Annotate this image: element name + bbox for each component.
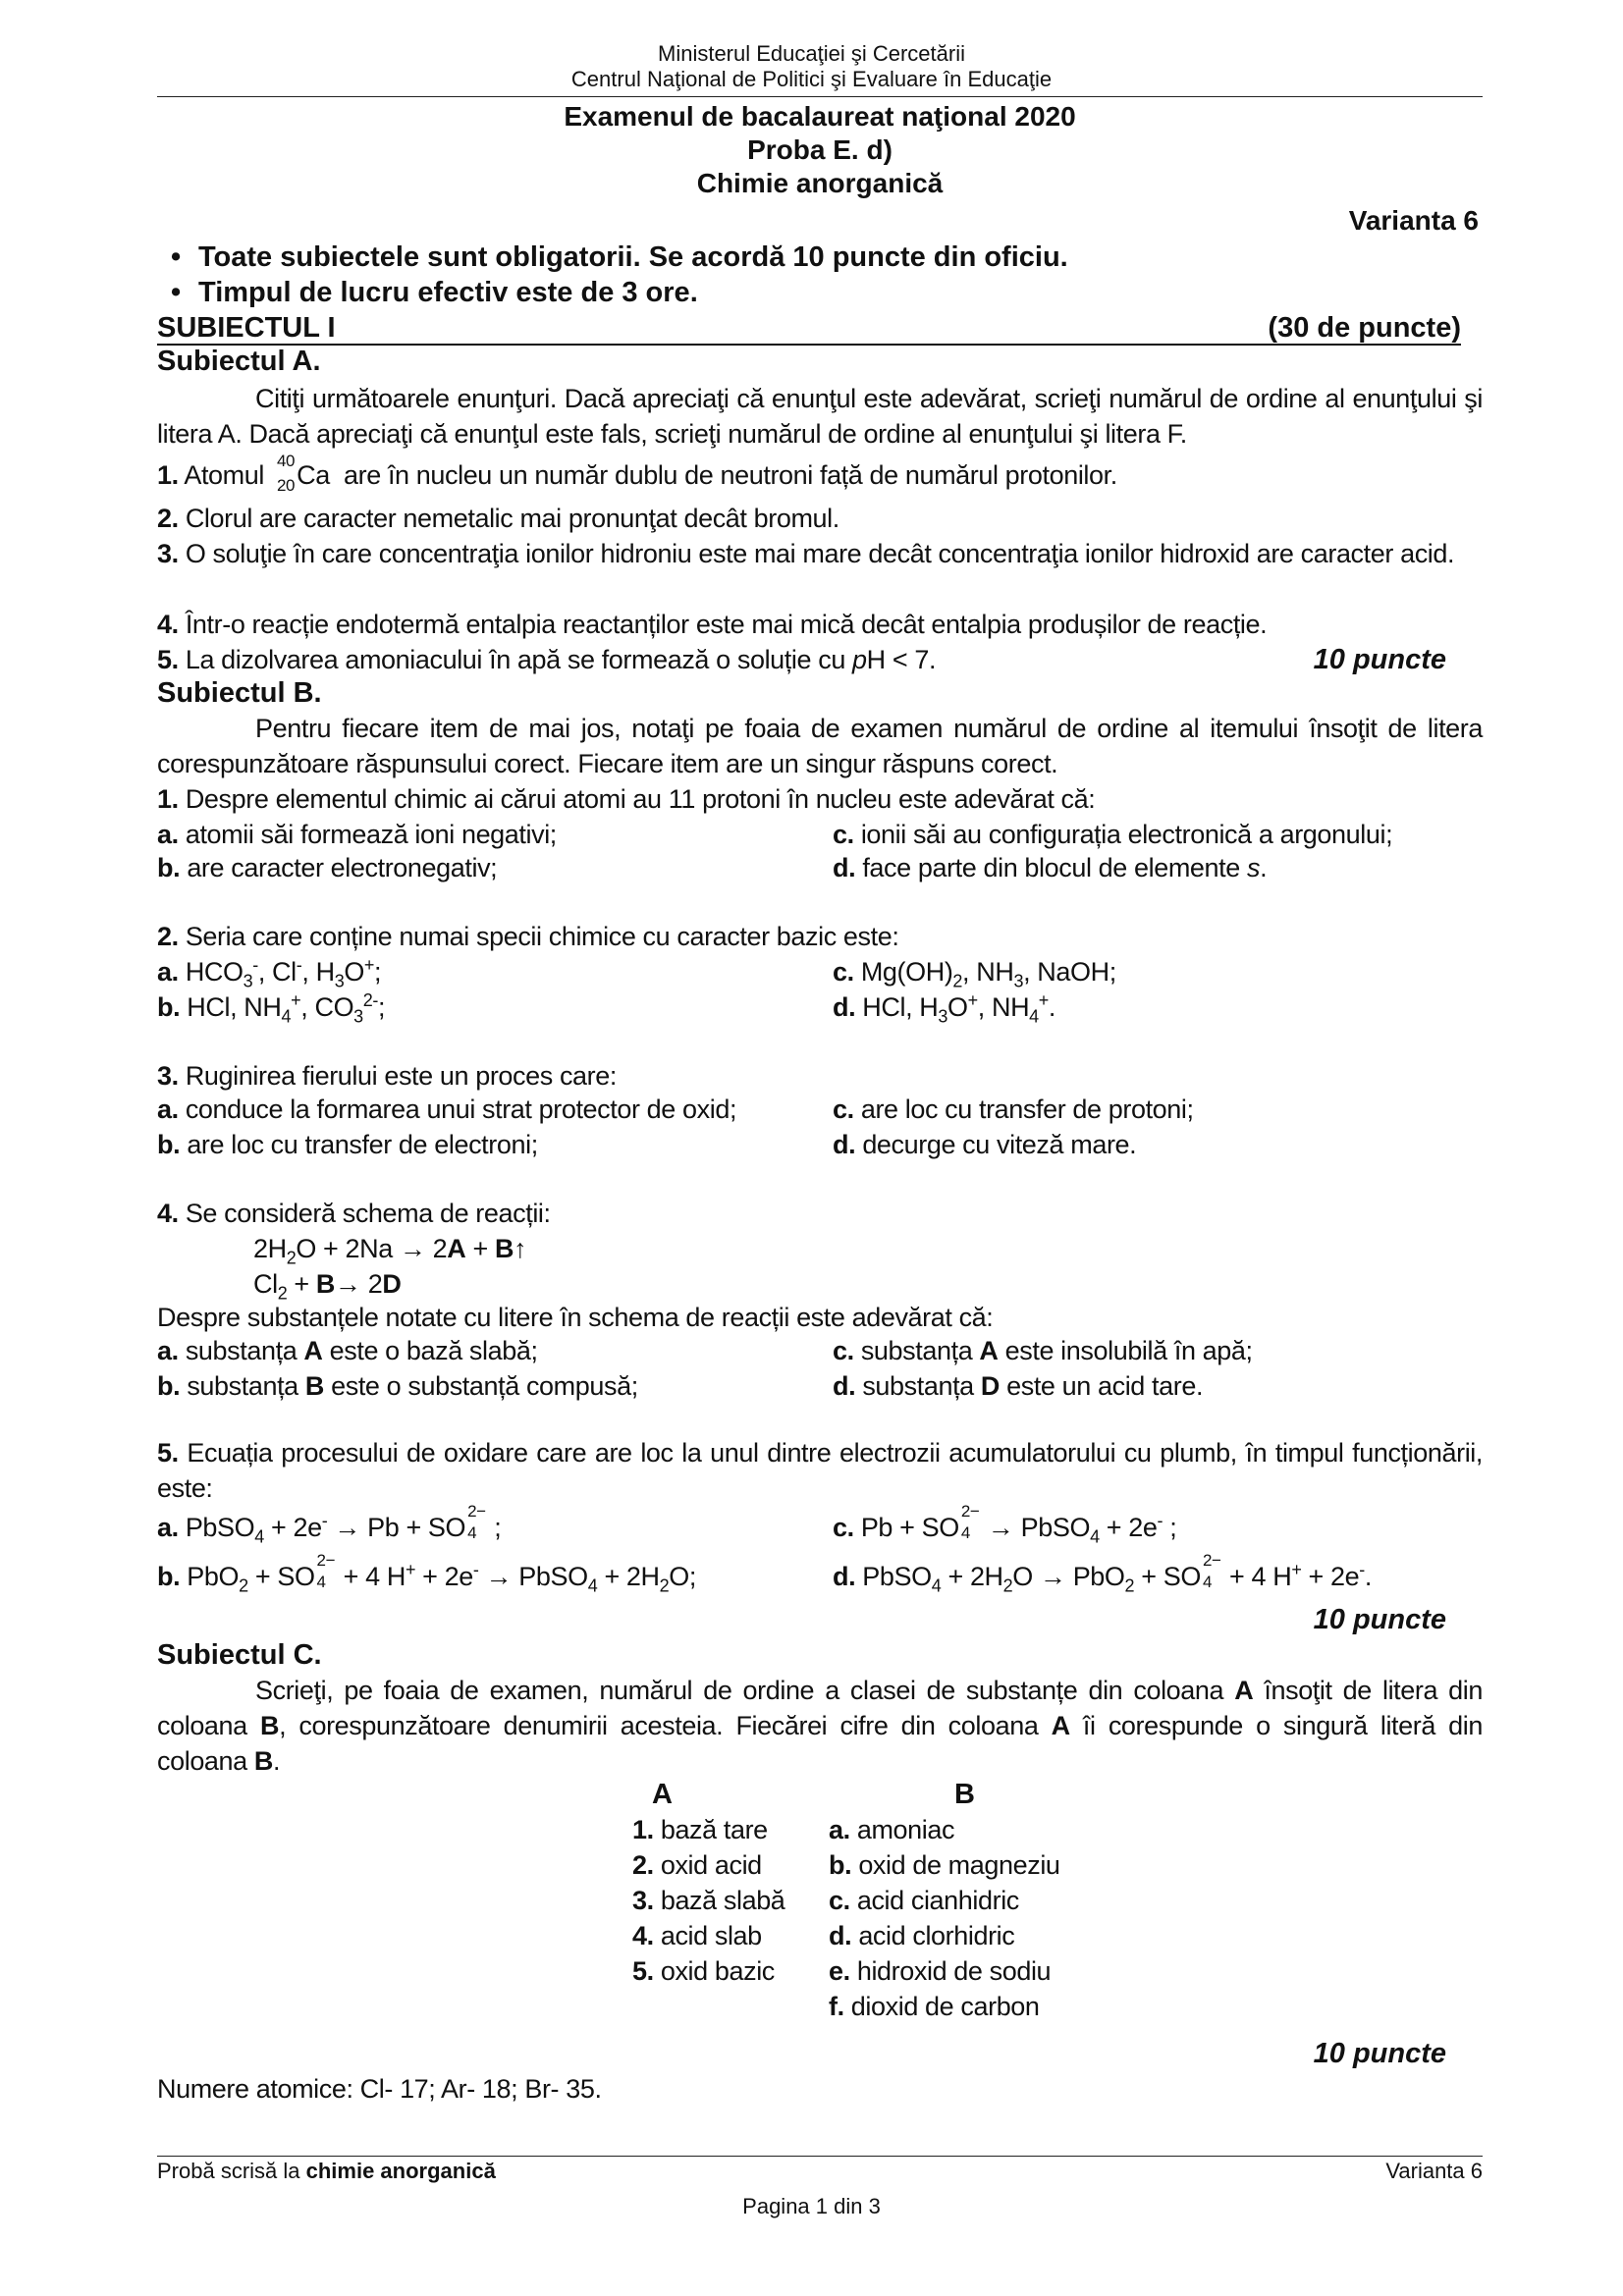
subiectul-a-intro: Citiţi următoarele enunţuri. Dacă apreciaţi că enunţul este adevărat, scrieţi numărul de ordine al enunţului şi litera A. Dacă apreciaţi că enunţul este fals, scrieţi numărul de ordine al enunţului şi litera F. — [157, 384, 1483, 449]
item-5-question: 5. Ecuația procesului de oxidare care are loc la unul dintre electrozii acumulatorului cu plumb, în timpul funcționării, este: — [157, 1438, 1483, 1503]
subiectul-c-title: Subiectul C. — [157, 1639, 322, 1671]
column-a-header: A — [652, 1779, 673, 1810]
column-b-item: d. acid clorhidric — [829, 1921, 1015, 1950]
exam-title: Examenul de bacalaureat naţional 2020 — [564, 101, 1076, 132]
page-number: Pagina 1 din 3 — [742, 2194, 881, 2218]
instruction-1: • Toate subiectele sunt obligatorii. Se acordă 10 puncte din oficiu. — [171, 241, 1068, 273]
subject-title: Chimie anorganică — [696, 168, 944, 198]
item-4-option-b: b. substanța B este o substanță compusă; — [157, 1371, 638, 1401]
item-2-question: 2. Seria care conține numai specii chimice cu caracter bazic este: — [157, 922, 899, 951]
column-a-item: 3. bază slabă — [632, 1886, 785, 1915]
variant-label: Varianta 6 — [1348, 205, 1479, 236]
subiectul-1-heading: SUBIECTUL I (30 de puncte) — [157, 312, 1461, 344]
item-5-option-d: d. PbSO$_4$ + $2H_2O \to PbO_2$ + SO 2− 4 + 4 H+ + 2e-. — [833, 1551, 1372, 1596]
item-1-option-b: b. are caracter electronegativ; — [157, 853, 498, 882]
item-3-option-b: b. are loc cu transfer de electroni; — [157, 1130, 538, 1159]
column-b-header: B — [954, 1779, 975, 1810]
item-5-option-a: a. PbSO$_4$ + 2e- → Pb + SO 2− 4 ; — [157, 1502, 502, 1547]
statement-3: 3. O soluţie în care concentraţia ionilor hidroniu este mai mare decât concentraţia ionilor hidroxid are caracter acid. — [157, 539, 1455, 568]
item-4-question: 4. Se consideră schema de reacții: — [157, 1199, 551, 1228]
column-b-item: c. acid cianhidric — [829, 1886, 1019, 1915]
column-b-item: b. oxid de magneziu — [829, 1850, 1060, 1880]
subiectul-b-points: 10 puncte — [1313, 1604, 1446, 1635]
item-5-option-c: c. Pb + SO 2− 4 → PbSO$_4$ + 2e- ; — [833, 1502, 1177, 1547]
column-b-item: a. amoniac — [829, 1815, 955, 1844]
subiectul-c-points: 10 puncte — [1313, 2038, 1446, 2069]
item-1-question: 1. Despre elementul chimic ai cărui atomi au 11 protoni în nucleu este adevărat că: — [157, 784, 1096, 814]
footer-divider — [157, 2156, 1483, 2157]
instruction-2: • Timpul de lucru efectiv este de 3 ore. — [171, 277, 698, 308]
ministry-name: Ministerul Educaţiei şi Cercetării — [658, 41, 965, 66]
reaction-1: $2H_2O + 2Na \to 2A$ + B↑ — [253, 1234, 527, 1268]
subiectul-b-intro: Pentru fiecare item de mai jos, notaţi pe foaia de examen numărul de ordine al itemului însoţit de litera corespunzătoare răspunsului corect. Fiecare item are un singur răspuns corect. — [157, 714, 1483, 778]
atomic-numbers: Numere atomice: Cl- 17; Ar- 18; Br- 35. — [157, 2074, 602, 2104]
footer-left: Probă scrisă la chimie anorganică — [157, 2159, 496, 2183]
item-1-option-c: c. ionii săi au configurația electronică a argonului; — [833, 820, 1393, 849]
item-1-option-a: a. atomii săi formează ioni negativi; — [157, 820, 557, 849]
item-2-option-b: b. HCl, $NH_4^+$, $CO_3^{2-}$; — [157, 990, 386, 1027]
subiectul-c-intro: Scrieţi, pe foaia de examen, numărul de ordine a clasei de substanțe din coloana A însoţit de litera din coloana B, corespunzătoare denumirii acesteia. Fiecărei cifre din coloana A îi corespunde o singură literă din coloana B. — [157, 1676, 1483, 1776]
item-1-option-d: d. face parte din blocul de elemente s. — [833, 853, 1268, 882]
item-5-option-b: b. PbO$_2$ + SO 2− 4 + 4 H+ + 2e- → PbSO$_4$ + $2H_2O$; — [157, 1551, 696, 1596]
item-2-option-c: c. $Mg(OH)_2$, $NH_3$, NaOH; — [833, 957, 1116, 991]
item-3-option-a: a. conduce la formarea unui strat protector de oxid; — [157, 1095, 737, 1124]
column-a-item: 2. oxid acid — [632, 1850, 762, 1880]
column-b-item: f. dioxid de carbon — [829, 1992, 1040, 2021]
statement-2: 2. Clorul are caracter nemetalic mai pronunţat decât bromul. — [157, 504, 839, 533]
column-a-item: 5. oxid bazic — [632, 1956, 775, 1986]
statement-1: 1. Atomul 40 20 Ca are în nucleu un număr dublu de neutroni față de numărul protonilor. — [157, 452, 1117, 495]
column-a-item: 1. bază tare — [632, 1815, 768, 1844]
calcium-isotope: 40 20 — [276, 452, 296, 495]
column-b-item: e. hidroxid de sodiu — [829, 1956, 1052, 1986]
reaction-2: $Cl_2 + B\to 2D$ — [253, 1269, 402, 1304]
subiectul-b-title: Subiectul B. — [157, 677, 322, 709]
subiectul-a-points: 10 puncte — [1313, 644, 1446, 675]
item-2-option-a: a. $HCO_3^-$, Cl-, $H_3O^+$; — [157, 955, 382, 991]
column-a-item: 4. acid slab — [632, 1921, 762, 1950]
item-4-option-a: a. substanța A este o bază slabă; — [157, 1336, 538, 1365]
item-4-option-d: d. substanța D este un acid tare. — [833, 1371, 1204, 1401]
subiectul-a-title: Subiectul A. — [157, 346, 321, 377]
item-3-option-c: c. are loc cu transfer de protoni; — [833, 1095, 1194, 1124]
item-4-question-2: Despre substanțele notate cu litere în schema de reacții este adevărat că: — [157, 1303, 994, 1332]
statement-4: 4. Într-o reacție endotermă entalpia reactanților este mai mică decât entalpia produșilor de reacție. — [157, 610, 1268, 639]
center-name: Centrul Naţional de Politici şi Evaluare în Educaţie — [570, 67, 1053, 91]
probe-title: Proba E. d) — [747, 134, 893, 165]
item-3-question: 3. Ruginirea fierului este un proces care: — [157, 1061, 617, 1091]
item-4-option-c: c. substanța A este insolubilă în apă; — [833, 1336, 1253, 1365]
footer-variant: Varianta 6 — [1385, 2159, 1483, 2183]
header-divider — [157, 96, 1483, 97]
item-3-option-d: d. decurge cu viteză mare. — [833, 1130, 1137, 1159]
item-2-option-d: d. HCl, $H_3O^+$, $NH_4^+$. — [833, 990, 1056, 1027]
statement-5: 5. La dizolvarea amoniacului în apă se formează o soluție cu pH < 7. — [157, 645, 937, 674]
